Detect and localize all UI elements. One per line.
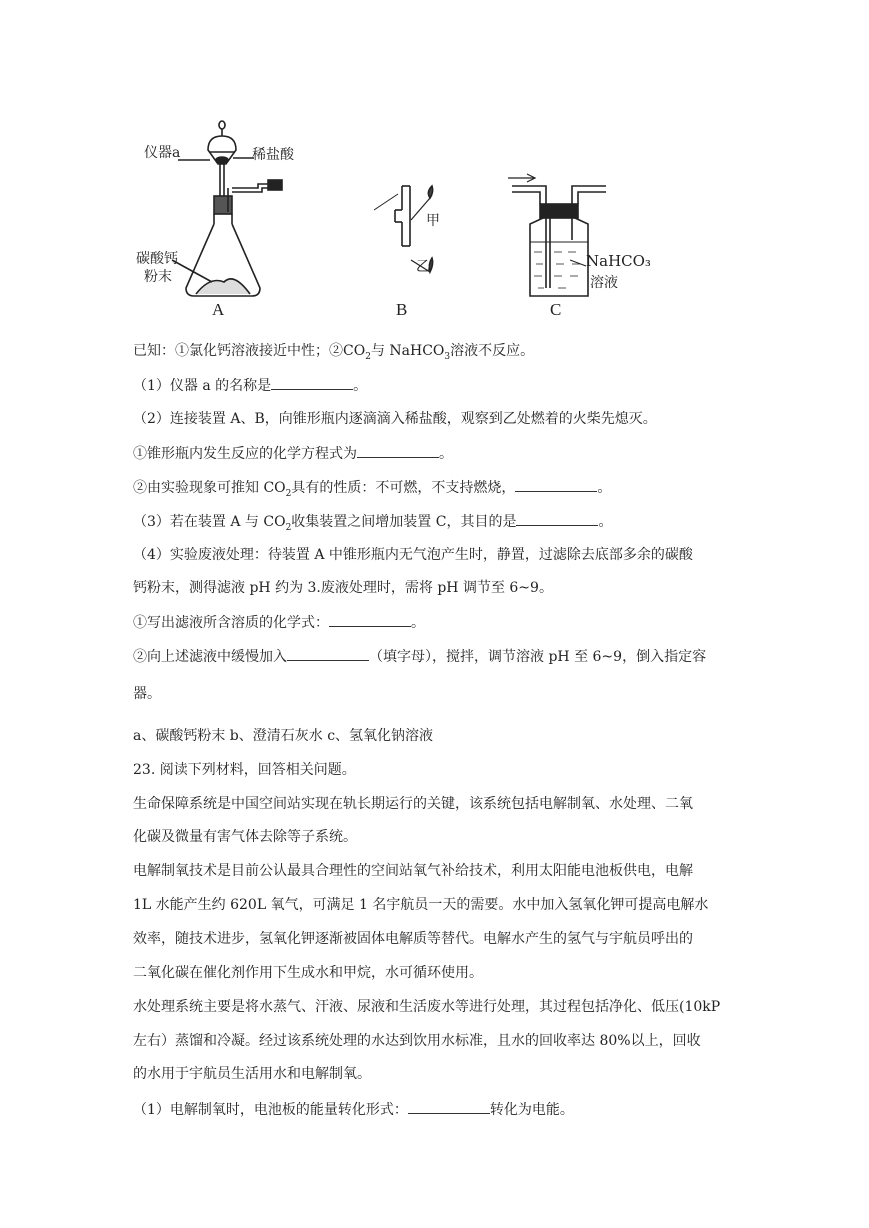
- caption-c: C: [550, 300, 562, 319]
- para-2-line-4: 二氧化碳在催化剂作用下生成水和甲烷，水可循环使用。: [133, 965, 483, 981]
- question-4-line-1: （4）实验废液处理：待装置 A 中锥形瓶内无气泡产生时，静置，过滤除去底部多余的碳酸: [133, 547, 693, 563]
- apparatus-drawing: [130, 112, 690, 327]
- yi-label: 乙: [416, 259, 430, 275]
- question-2-2: ②由实验现象可推知 $CO_2$具有的性质：不可燃，不支持燃烧， 。: [133, 477, 611, 504]
- answer-blank[interactable]: [329, 612, 411, 627]
- question-23-heading: 23. 阅读下列材料，回答相关问题。: [133, 762, 356, 778]
- jia-label: 甲: [426, 213, 440, 229]
- question-4-2: ②向上述滤液中缓慢加入 （填字母），搅拌，调节溶液 pH 至 6~9，倒入指定容: [133, 646, 706, 667]
- answer-blank[interactable]: [287, 646, 369, 661]
- para-3-line-1: 水处理系统主要是将水蒸气、汗液、尿液和生活废水等进行处理，其过程包括净化、低压(10kP: [133, 999, 721, 1015]
- para-1-line-1: 生命保障系统是中国空间站实现在轨长期运行的关键，该系统包括电解制氧、水处理、二氧: [133, 796, 693, 812]
- question-4-line-2: 钙粉末，测得滤液 pH 约为 3.废液处理时，需将 pH 调节至 6~9。: [133, 580, 553, 596]
- sub-question-1: （1）电解制氧时，电池板的能量转化形式： 转化为电能。: [133, 1099, 574, 1120]
- dilute-hcl-label: 稀盐酸: [252, 147, 294, 163]
- para-1-line-2: 化碳及微量有害气体去除等子系统。: [133, 829, 357, 845]
- question-4-1: ①写出滤液所含溶质的化学式： 。: [133, 612, 425, 633]
- question-2: （2）连接装置 A、B，向锥形瓶内逐滴滴入稀盐酸，观察到乙处燃着的火柴先熄灭。: [133, 411, 657, 427]
- answer-blank[interactable]: [515, 477, 597, 492]
- para-3-line-2: 左右）蒸馏和冷凝。经过该系统处理的水达到饮用水标准，且水的回收率达 80%以上，回收: [133, 1033, 701, 1049]
- calcium-carbonate-label: 碳酸钙: [136, 251, 178, 267]
- answer-blank[interactable]: [357, 443, 439, 458]
- question-1: （1）仪器 a 的名称是 。: [133, 375, 367, 396]
- answer-blank[interactable]: [271, 375, 353, 390]
- caption-b: B: [396, 300, 408, 319]
- answer-blank[interactable]: [408, 1099, 490, 1114]
- caption-a: A: [212, 300, 225, 319]
- nahco3-formula-label: NaHCO₃: [586, 252, 651, 270]
- answer-options: a、碳酸钙粉末 b、澄清石灰水 c、氢氧化钠溶液: [133, 728, 434, 744]
- solution-label: 溶液: [590, 275, 618, 291]
- question-3: （3）若在装置 A 与 $CO_2$收集装置之间增加装置 C，其目的是 。: [133, 511, 612, 538]
- para-3-line-3: 的水用于宇航员生活用水和电解制氧。: [133, 1066, 371, 1082]
- para-2-line-2: 1L 水能产生约 620L 氧气，可满足 1 名宇航员一天的需要。水中加入氢氧化钾可提高电解水: [133, 897, 709, 913]
- para-2-line-1: 电解制氧技术是目前公认最具合理性的空间站氧气补给技术，利用太阳能电池板供电，电解: [133, 863, 693, 879]
- para-2-line-3: 效率，随技术进步，氢氧化钾逐渐被固体电解质等替代。电解水产生的氢气与宇航员呼出的: [133, 931, 693, 947]
- question-4-2-line-2: 器。: [133, 686, 161, 702]
- question-2-1: ①锥形瓶内发生反应的化学方程式为 。: [133, 443, 453, 464]
- powder-label: 粉末: [144, 269, 172, 285]
- instrument-a-label: 仪器a: [144, 145, 181, 161]
- apparatus-figure: [130, 112, 690, 327]
- known-conditions: 已知：①氯化钙溶液接近中性；$②CO_2$与 NaHCO$_3$溶液不反应。: [133, 343, 535, 362]
- answer-blank[interactable]: [516, 511, 598, 526]
